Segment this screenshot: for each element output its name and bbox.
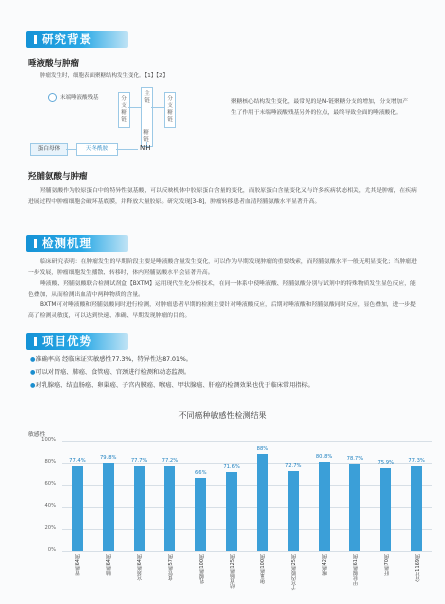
nh-label: NH: [140, 144, 151, 152]
y-tick-label: 100%: [41, 437, 56, 443]
mechanism-paragraph-3: BXTM可对唾液酸和羟脯氨酸同时进行检测，对肿瘤患者早期的检测主要针对唾液酸反应，后期对唾液酸和羟脯氨酸同时反应，显色叠加，进一步提高了检测灵敏度，可以达到快速、准确、早期发现肿瘤的目的。: [28, 302, 416, 319]
gridline: [62, 529, 432, 530]
y-tick-label: 80%: [44, 459, 56, 465]
bar-value-label: 72.7%: [285, 463, 302, 470]
x-tick-label: 食管癌57例: [167, 554, 174, 581]
y-tick-label: 40%: [44, 503, 56, 509]
chart-bar: [288, 471, 299, 551]
x-tick-label: 乳腺癌100例: [198, 554, 205, 584]
legend-label: 末端唾液酸残基: [60, 95, 99, 101]
section-header-mechanism: [26, 235, 128, 252]
chain-label: 糖链: [143, 130, 149, 143]
y-tick-label: 60%: [44, 481, 56, 487]
sialic-title: 唾液酸与肿瘤: [28, 59, 80, 69]
advantages-list: [30, 353, 430, 392]
asparagine-box: 天冬酰胺: [76, 143, 118, 156]
chart-bar: [349, 464, 360, 551]
link-line: [116, 149, 138, 150]
y-tick-label: 0%: [47, 547, 56, 553]
chart-bar: [134, 466, 145, 551]
section-header-background: [26, 31, 128, 48]
chart-plot-area: [62, 441, 432, 551]
bar-value-label: 80.8%: [315, 454, 333, 461]
sialic-intro: 肿瘤发生时，细胞表面聚糖结构发生变化。【1】【2】: [40, 73, 169, 79]
sialic-dot-icon: [48, 93, 57, 102]
section-title: 检测机理: [26, 235, 128, 252]
gridline: [62, 485, 432, 486]
link-line: [128, 107, 141, 108]
x-tick-label: 结直肠癌125例: [229, 554, 236, 589]
branch-box-2: 分支糖链: [164, 92, 176, 128]
gridline: [62, 507, 432, 508]
main-chain-box: 主链: [141, 87, 153, 147]
x-tick-label: 子宫内膜癌25例: [291, 554, 298, 591]
section-title: 研究背景: [26, 31, 128, 48]
x-tick-label: 肝癌70例: [383, 554, 390, 576]
advantage-item: ●准确率高 经临床证实敏感性77.3%，特异性达87.01%。: [30, 356, 192, 363]
chart-bar: [72, 466, 83, 551]
chart-bar: [411, 466, 422, 551]
chart-x-axis: [62, 554, 432, 602]
bullet-icon: ●: [30, 369, 36, 376]
branch-box-1: 分支糖链: [118, 92, 130, 128]
x-tick-label: 喉癌42例: [322, 554, 329, 576]
bar-value-label: 66%: [194, 470, 207, 477]
link-line: [66, 149, 76, 150]
chart-bar: [164, 466, 175, 551]
y-tick-label: 20%: [44, 525, 56, 531]
bar-value-label: 77.7%: [130, 457, 148, 464]
bar-value-label: 78.7%: [346, 456, 364, 463]
mechanism-paragraph-2: 唾液酸、羟脯氨酸联合检测试剂盒【BXTM】运用现代生化分析技术，在同一体系中使唾液酸、羟脯氨酸分别与试剂中的特殊物质发生显色反应，能色叠加，从而检测出血清中两种物质的含量。: [28, 281, 416, 298]
proline-title: 羟脯氨酸与肿瘤: [28, 172, 88, 182]
x-tick-label: 甲状腺癌61例: [352, 554, 359, 586]
chart-bar: [257, 454, 268, 551]
bar-value-label: 88%: [256, 446, 269, 453]
bar-value-label: 77.2%: [161, 458, 179, 465]
chart-bar: [226, 472, 237, 551]
chart-title: 不同癌种敏感性检测结果: [178, 411, 267, 420]
bar-value-label: 77.4%: [69, 457, 86, 464]
chart-bar: [319, 462, 330, 551]
link-line: [151, 107, 164, 108]
x-tick-label: 卵巢癌100例: [260, 554, 267, 584]
x-tick-label: 宫颈癌64例: [137, 554, 144, 581]
bar-value-label: 77.3%: [408, 457, 425, 464]
chart-bar: [195, 478, 206, 551]
proline-text: 羟脯氨酸作为胶原蛋白中的特异性氨基酸，可以反映机体中胶原蛋白含量的变化，而胶原蛋白含量变化又与许多疾病状态相关，尤其是肿瘤，在疾病进展过程中肿瘤细胞会破坏基底膜，并释放大量胶原。研究发现[3-8]，肿瘤转移患者血清羟脯氨酸水平显著升高。: [28, 188, 417, 205]
protein-box: 蛋白母体: [30, 143, 68, 156]
advantage-item: ●对乳腺癌、结直肠癌、卵巢癌、子宫内膜癌、喉癌、甲状腺癌、肝癌的检测效果也优于临床常用指标。: [30, 382, 314, 389]
x-tick-label: 肺癌64例: [106, 554, 113, 576]
bar-value-label: 79.8%: [100, 455, 117, 462]
chart-bar: [380, 468, 391, 551]
gridline: [62, 551, 432, 552]
glycan-diagram: [30, 84, 200, 164]
section-header-advantages: [26, 333, 128, 350]
section-title: 项目优势: [26, 333, 128, 350]
chart-bar: [103, 463, 114, 551]
chart-ylabel: 敏感性: [28, 432, 46, 438]
bar-value-label: 71.6%: [223, 464, 240, 471]
mechanism-paragraph-1: 临床研究表明：在肿瘤发生的早期阶段主要是唾液酸含量发生变化，可以作为早期发现肿瘤的重要线索，而羟脯氨酸水平一般无明显变化；当肿瘤进一步发展，肿瘤细胞发生播散、转移时，体内羟脯氨酸水平会显著升高。: [28, 259, 417, 276]
bar-value-label: 75.9%: [377, 459, 394, 466]
sialic-description: 聚糖核心结构发生变化，最常见的是N-链聚糖分支的增加，分支增加产生了作用于末端唾液酸残基另外的位点，最终导致全面的唾液酸化。: [231, 99, 408, 116]
x-tick-label: 合计1169例: [414, 554, 421, 582]
gridline: [62, 441, 432, 442]
advantage-item: ●可以对胃癌、肺癌、食管癌、宫颈进行检测和动态监测。: [30, 369, 191, 376]
bullet-icon: ●: [30, 356, 36, 363]
bullet-icon: ●: [30, 382, 36, 389]
x-tick-label: 胃癌64例: [75, 554, 82, 576]
chart-y-axis: [38, 437, 60, 553]
